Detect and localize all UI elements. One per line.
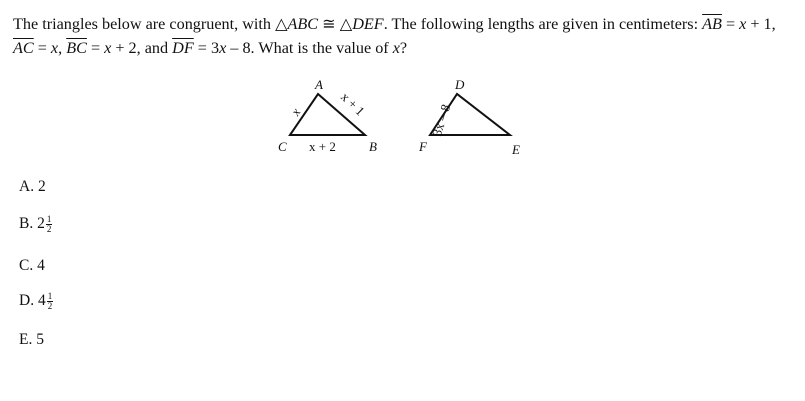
choice-fraction [46, 215, 53, 234]
fraction-denominator: 2 [46, 224, 52, 234]
segment-ab: $\overline{AB}$ [702, 15, 722, 33]
question-fragment: – 8. What is the value of [226, 39, 393, 57]
segment-ac: $\overline{AC}$ [13, 39, 34, 57]
choice-c[interactable] [19, 257, 45, 275]
triangle-name-abc: ABC [287, 15, 319, 33]
question-fragment: ? [399, 39, 408, 57]
choice-letter: D. [19, 292, 35, 310]
variable-x: x [739, 15, 747, 33]
triangle-name-def: DEF [352, 15, 384, 33]
variable-x: x [392, 39, 400, 57]
side-cb-label: x + 2 [309, 139, 336, 154]
question-fragment: . The following lengths are given in centimeters: [383, 15, 703, 33]
fraction-numerator: 1 [46, 214, 52, 224]
variable-x: x [50, 39, 59, 57]
choice-fraction [47, 292, 54, 311]
triangles-diagram [270, 72, 540, 162]
congruent-symbol: ≅ [318, 15, 340, 33]
question-fragment: = [86, 39, 105, 57]
triangle-symbol: △ [275, 15, 288, 33]
triangle-symbol: △ [339, 15, 353, 33]
choice-value: 2 [37, 215, 45, 233]
question-fragment: , [58, 39, 67, 57]
choice-e[interactable] [19, 331, 44, 349]
question-fragment: + 1, [746, 15, 776, 33]
vertex-b-label: B [369, 139, 377, 154]
choice-value: 4 [37, 292, 46, 310]
segment-bc: $\overline{BC}$ [66, 39, 87, 57]
choice-value: 4 [37, 257, 45, 274]
segment-df: $\overline{DF}$ [172, 39, 194, 57]
vertex-f-label: F [419, 139, 427, 154]
choice-letter: E. [19, 331, 33, 348]
choice-letter: A. [19, 178, 35, 195]
choice-letter: C. [19, 257, 34, 274]
question-fragment: The triangles below are congruent, with [13, 15, 276, 33]
question-fragment: = [721, 15, 740, 33]
variable-x: x [104, 39, 112, 57]
vertex-e-label: E [512, 142, 520, 157]
fraction-denominator: 2 [47, 301, 53, 311]
choice-d[interactable] [19, 292, 53, 311]
choice-value: 5 [36, 331, 44, 348]
triangles-figure [270, 72, 540, 162]
side-ac-label: x [287, 105, 304, 119]
vertex-a-label: A [315, 77, 323, 92]
choice-letter: B. [19, 215, 34, 233]
question-text [13, 12, 798, 60]
side-ab-label: x + 1 [338, 89, 368, 119]
choice-value: 2 [37, 178, 46, 195]
variable-x: x [219, 39, 227, 57]
fraction-numerator: 1 [47, 291, 53, 301]
question-fragment: + 2, and [111, 39, 173, 57]
question-fragment: = [33, 39, 51, 57]
choice-b[interactable] [19, 215, 52, 234]
vertex-d-label: D [455, 77, 465, 92]
side-fd-label: 3x – 8 [428, 102, 454, 138]
question-fragment: = 3 [193, 39, 220, 57]
vertex-c-label: C [278, 139, 287, 154]
choice-a[interactable] [19, 178, 46, 196]
